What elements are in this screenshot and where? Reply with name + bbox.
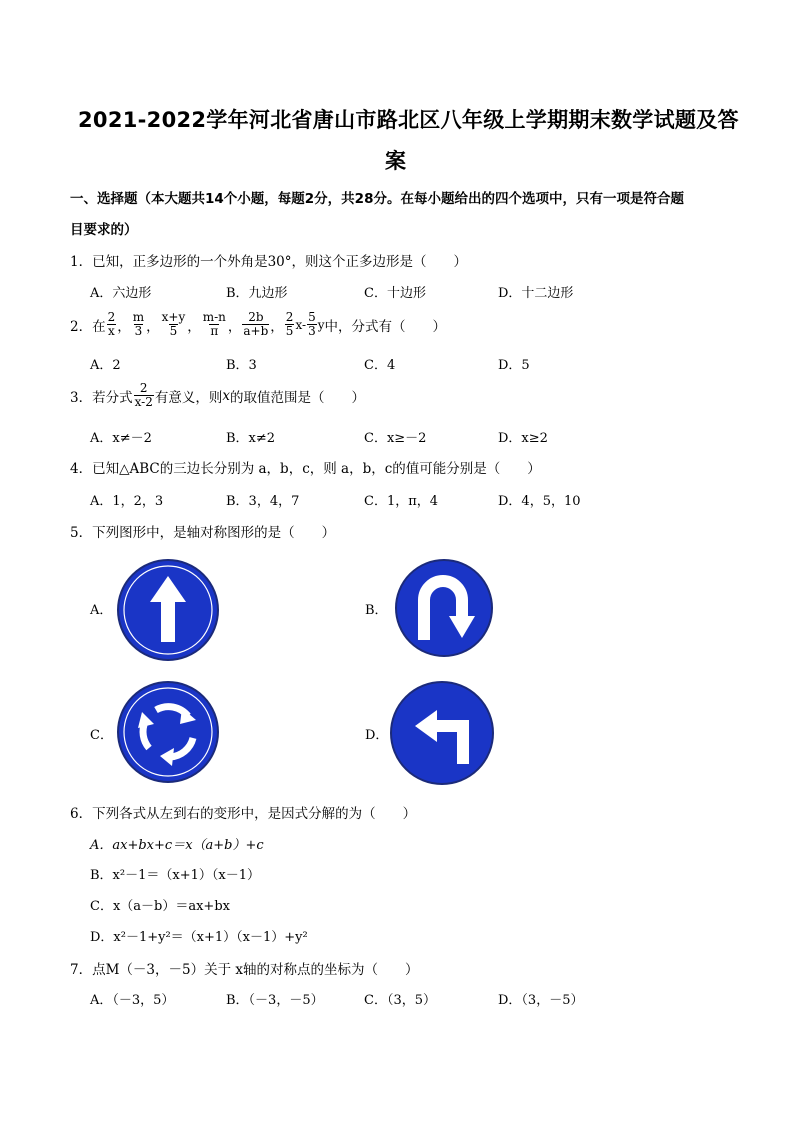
roundabout-sign-icon — [116, 680, 220, 784]
question-1-option-b: B．九边形 — [226, 286, 288, 301]
question-1-option-a: A．六边形 — [90, 286, 152, 301]
question-7-option-a: A．（－3，5） — [90, 993, 175, 1008]
question-5-option-d: D． — [365, 728, 389, 743]
question-5-option-a: A． — [90, 603, 113, 618]
u-turn-sign-icon — [394, 558, 494, 658]
question-2-option-b: B．3 — [226, 358, 257, 373]
question-2-tail: 中，分式有（ ） — [324, 318, 446, 335]
fraction-2-over-x-minus-2: $\frac{2}{x-2}$ — [134, 381, 153, 409]
question-5-option-c: C． — [90, 728, 113, 743]
question-3-option-b: B．x≠2 — [226, 431, 276, 446]
question-7-option-c: C．（3，5） — [364, 993, 436, 1008]
question-6-option-d: D．x²－1+y²＝（x+1）（x－1）+y² — [90, 930, 308, 945]
up-arrow-sign-icon — [116, 558, 220, 662]
question-2-lead: 2．在 — [70, 318, 106, 335]
left-turn-sign-icon — [389, 680, 495, 786]
question-1-option-d: D．十二边形 — [498, 286, 574, 301]
fraction-2-over-x: $\frac{2}{x}$ — [107, 310, 116, 338]
fraction-5-over-3: $\frac{5}{3}$ — [308, 310, 316, 338]
question-3-stem: 3．若分式 $\frac{2}{x-2}$ 有意义，则 x 的取值范围是（ ） — [70, 381, 365, 409]
question-6-stem: 6．下列各式从左到右的变形中，是因式分解的为（ ） — [70, 806, 417, 822]
fraction-x-plus-y-over-5: $\frac{x+y}{5}$ — [161, 310, 186, 338]
question-3-option-d: D．x≥2 — [498, 431, 548, 446]
question-5-option-b: B． — [365, 603, 388, 618]
question-4-stem: 4．已知△ABC的三边长分别为 a，b，c，则 a，b，c的值可能分别是（ ） — [70, 461, 541, 477]
question-7-stem: 7．点M（－3，－5）关于 x轴的对称点的坐标为（ ） — [70, 962, 419, 978]
question-2-option-c: C．4 — [364, 358, 396, 373]
question-1-stem: 1．已知，正多边形的一个外角是30°，则这个正多边形是（ ） — [70, 254, 468, 270]
question-4-option-d: D．4，5，10 — [498, 494, 581, 509]
question-6-option-a: A．ax+bx+c＝x（a+b）+c — [90, 838, 264, 853]
question-2-stem: 2．在 $\frac{2}{x}$ ， $\frac{m}{3}$ ， $\frac{x+y}{5}$ ， $\frac{m-n}{\pi}$ ， $\frac{2b}{a+b}$ ， $\frac{2}{5}$ x- $\frac{5}{3}$ y 中，分式有（ ） — [70, 310, 446, 338]
question-2-option-a: A．2 — [90, 358, 121, 373]
question-3-option-a: A．x≠－2 — [90, 431, 152, 446]
page-title-line2: 案 — [385, 149, 407, 173]
question-7-option-b: B．（－3，－5） — [226, 993, 324, 1008]
question-7-option-d: D．（3，－5） — [498, 993, 584, 1008]
fraction-2-over-5: $\frac{2}{5}$ — [285, 310, 294, 338]
fraction-m-minus-n-over-pi: $\frac{m-n}{\pi}$ — [202, 310, 226, 338]
section-header-line2: 目要求的） — [70, 222, 138, 238]
page-title-line1: 2021-2022学年河北省唐山市路北区八年级上学期期末数学试题及答 — [78, 108, 739, 132]
question-6-option-b: B．x²－1＝（x+1）（x－1） — [90, 868, 260, 883]
question-3-option-c: C．x≥－2 — [364, 431, 427, 446]
question-6-option-c: C．x（a－b）＝ax+bx — [90, 899, 230, 914]
question-2-option-d: D．5 — [498, 358, 530, 373]
question-4-option-a: A．1，2，3 — [90, 494, 164, 509]
question-1-option-c: C．十边形 — [364, 286, 426, 301]
question-4-option-c: C．1，π，4 — [364, 494, 439, 509]
section-header-line1: 一、选择题（本大题共14个小题，每题2分，共28分。在每小题给出的四个选项中，只有一项是符合题 — [70, 191, 684, 207]
question-5-stem: 5．下列图形中，是轴对称图形的是（ ） — [70, 525, 336, 541]
fraction-2b-over-a-plus-b: $\frac{2b}{a+b}$ — [243, 310, 269, 338]
question-4-option-b: B．3，4，7 — [226, 494, 300, 509]
fraction-m-over-3: $\frac{m}{3}$ — [132, 310, 145, 338]
